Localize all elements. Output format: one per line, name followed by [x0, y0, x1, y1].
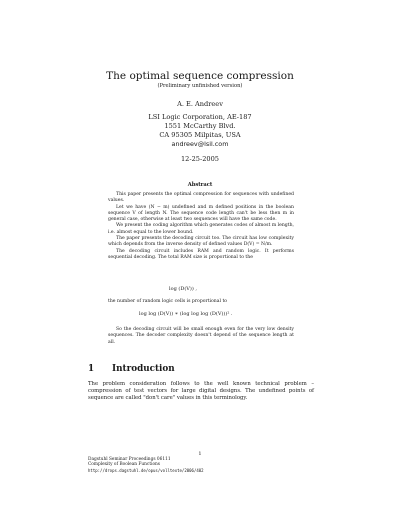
author-affiliation: LSI Logic Corporation, AE-187	[148, 113, 252, 121]
abstract-paragraph: Let we have (N − m) undefined and m defined positions in the boolean sequence V of length N. The sequence code length can't be less then m in general case, otherwise at least two sequences will have the same code.	[108, 204, 294, 223]
footer-line: Dagstuhl Seminar Proceedings 06111	[88, 457, 171, 462]
abstract-paragraph: So the decoding circuit will be small enough even for the very low density sequences. The decoder complexity doesn't depend of the sequence length at all.	[108, 327, 294, 345]
author-email[interactable]: andreev@lsil.com	[171, 140, 229, 148]
footer-line: Complexity of Boolean Functions	[88, 462, 161, 468]
formula-logic-cells: log log (D(V)) ∗ (log log log (D(V)))² .	[139, 311, 233, 317]
paper-subtitle: (Preliminary unfinished version)	[157, 83, 243, 89]
author-name: A. E. Andreev	[177, 100, 223, 108]
author-city: CA 95305 Milpitas, USA	[159, 131, 241, 139]
abstract-paragraph: This paper presents the optimal compression for sequences with undefined values.	[108, 192, 294, 204]
formula-ram-size: log (D(V)) ,	[169, 286, 198, 292]
abstract-block-1	[108, 192, 294, 261]
paper-title: The optimal sequence compression	[106, 70, 294, 82]
footer-url[interactable]: http://drops.dagstuhl.de/opus/volltexte/2006/402	[88, 467, 204, 473]
abstract-block-3	[108, 327, 294, 346]
section-body	[88, 381, 314, 403]
body-paragraph: The problem consideration follows to the well known technical problem – compression of test vectors for large digital designs. The undefined points of sequence are called "don't care" values in this terminology.	[88, 381, 314, 402]
abstract-paragraph: We present the coding algorithm which generates codes of almost m length, i.e. almost equal to the lower bound.	[108, 223, 294, 235]
abstract-paragraph: The paper presents the decoding circuit too. The circuit has low complexity which depends from the inverse density of defined values D(V) = N/m.	[108, 236, 294, 248]
abstract-heading: Abstract	[187, 182, 213, 188]
section-number: 1	[88, 364, 95, 374]
section-heading	[88, 364, 175, 374]
paper-date: 12-25-2005	[180, 155, 220, 163]
abstract-paragraph: the number of random logic cells is proportional to	[108, 299, 228, 304]
page-number: 1	[198, 451, 202, 457]
abstract-block-2	[108, 299, 294, 305]
abstract-paragraph: The decoding circuit includes RAM and random logic. It performs sequential decoding. The total RAM size is proportional to the	[108, 248, 294, 260]
section-title: Introduction	[112, 364, 175, 374]
page-footer	[88, 457, 204, 473]
author-street: 1551 McCarthy Blvd.	[164, 122, 236, 130]
